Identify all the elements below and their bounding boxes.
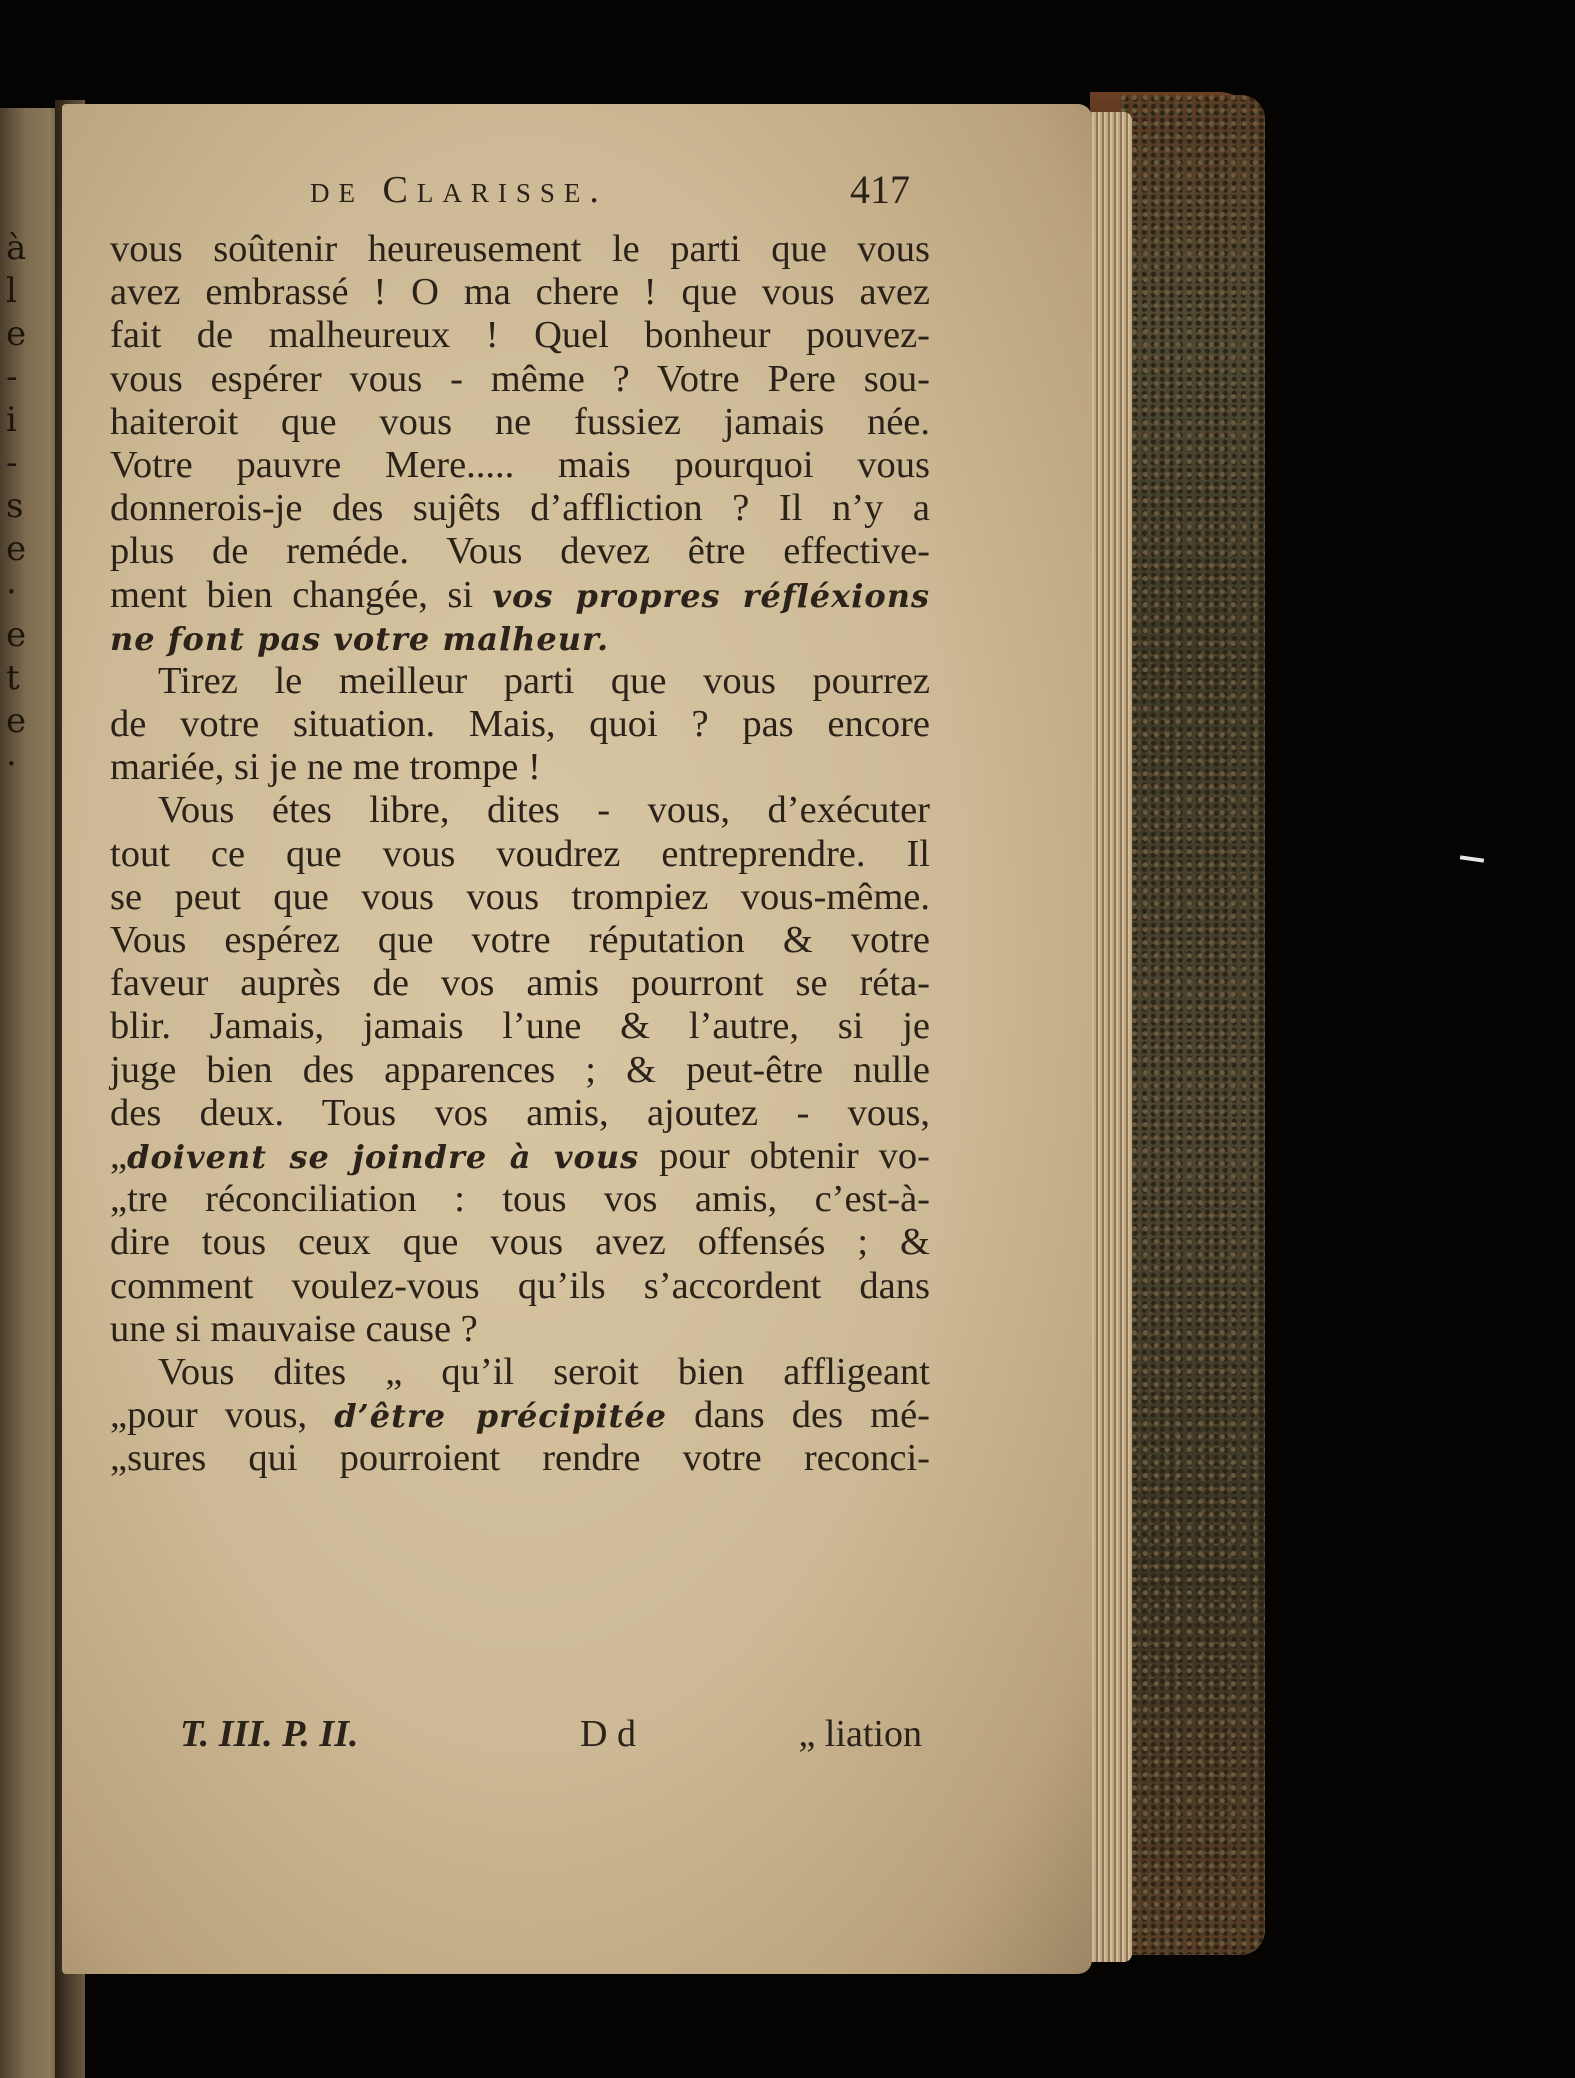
line-text: dans des mé- [666, 1394, 930, 1437]
text-line [110, 876, 930, 919]
stray-mark [1460, 855, 1484, 862]
text-line [110, 1351, 930, 1394]
line-text: des deux. Tous vos amis, ajoutez - vous, [110, 1091, 930, 1134]
text-line [110, 1437, 930, 1480]
line-text: haiteroit que vous ne fussiez jamais née. [110, 400, 930, 443]
sheet-mark: D d [580, 1713, 636, 1755]
line-text: comment voulez-vous qu’ils s’accordent dans [110, 1264, 930, 1307]
text-line [110, 1221, 930, 1264]
italic-phrase: vos propres réfléxions [492, 576, 930, 615]
line-text: „tre réconciliation : tous vos amis, c’est-à- [110, 1178, 930, 1221]
book-cover [1120, 95, 1265, 1955]
line-text: de votre situation. Mais, quoi ? pas encore [110, 703, 930, 746]
facing-page-char: t [6, 658, 20, 698]
text-line [110, 1265, 930, 1308]
page-number: 417 [850, 167, 910, 212]
text-line [110, 487, 930, 530]
line-text: tout ce que vous voudrez entreprendre. Il [110, 832, 930, 875]
facing-page-edge [0, 108, 62, 2078]
text-line [110, 1308, 930, 1351]
text-line [110, 1394, 930, 1437]
line-text: dire tous ceux que vous avez offensés ; & [110, 1221, 930, 1264]
italic-phrase: doivent se joindre à vous [127, 1137, 640, 1176]
text-line [110, 1135, 930, 1178]
line-text: ment bien changée, si [110, 573, 493, 616]
line-text: „ [110, 1134, 128, 1177]
text-line [110, 401, 930, 444]
facing-page-char: s [6, 486, 24, 526]
text-line [110, 1005, 930, 1048]
running-title: de Clarisse. [310, 169, 608, 211]
text-line [110, 919, 930, 962]
volume-signature: T. III. P. II. [180, 1713, 359, 1755]
text-line [110, 444, 930, 487]
facing-page-char: · [6, 572, 17, 612]
line-text: Tirez le meilleur parti que vous pourrez [158, 659, 930, 702]
page-header [242, 168, 922, 218]
line-text: Vous dites „ qu’il seroit bien affligeant [158, 1350, 930, 1393]
line-text: „sures qui pourroient rendre votre reconci- [110, 1437, 930, 1480]
text-line [110, 617, 930, 660]
facing-page-char: e [6, 314, 27, 354]
facing-page-char: à [6, 228, 27, 268]
line-text: Vous étes libre, dites - vous, d’exécuter [158, 789, 930, 832]
line-text: fait de malheureux ! Quel bonheur pouvez- [110, 314, 930, 357]
line-text: avez embrassé ! O ma chere ! que vous avez [110, 271, 930, 314]
line-text: „pour vous, [110, 1394, 335, 1437]
facing-page-char: e [6, 615, 27, 655]
catchword: „ liation [798, 1713, 922, 1755]
facing-page-char: · [6, 744, 17, 784]
line-text: vous soûtenir heureusement le parti que vous [110, 228, 930, 270]
text-line [110, 746, 930, 789]
text-line [110, 789, 930, 832]
page-footer [180, 1712, 930, 1762]
text-line [110, 660, 930, 703]
line-text: faveur auprès de vos amis pourront se réta- [110, 962, 930, 1005]
text-line [110, 228, 930, 271]
line-text: Votre pauvre Mere..... mais pourquoi vous [110, 443, 930, 486]
facing-page-char: - [6, 443, 18, 483]
text-line [110, 358, 930, 401]
body-text [110, 228, 930, 1480]
line-text: se peut que vous vous trompiez vous-même. [110, 875, 930, 918]
line-text: pour obtenir vo- [639, 1134, 930, 1177]
facing-page-char: l [6, 271, 17, 311]
text-line [110, 833, 930, 876]
line-text: une si mauvaise cause ? [110, 1307, 478, 1350]
line-text: mariée, si je ne me trompe ! [110, 746, 541, 789]
facing-page-char: e [6, 529, 27, 569]
italic-phrase: d’être précipitée [334, 1397, 667, 1436]
line-text: plus de reméde. Vous devez être effective- [110, 530, 930, 573]
line-text: vous espérer vous - même ? Votre Pere sou- [110, 357, 930, 400]
facing-page-char: - [6, 357, 18, 397]
facing-page-char: e [6, 701, 27, 741]
text-line [110, 574, 930, 617]
text-line [110, 314, 930, 357]
text-line [110, 530, 930, 573]
line-text: blir. Jamais, jamais l’une & l’autre, si je [110, 1005, 930, 1048]
line-text: juge bien des apparences ; & peut-être nulle [110, 1048, 930, 1091]
text-line [110, 271, 930, 314]
line-text: Vous espérez que votre réputation & votre [110, 919, 930, 961]
text-line [110, 1178, 930, 1221]
line-text: donnerois-je des sujêts d’affliction ? Il n’y a [110, 487, 930, 530]
text-line [110, 1092, 930, 1135]
text-line [110, 1049, 930, 1092]
facing-page-char: i [6, 400, 17, 440]
text-line [110, 962, 930, 1005]
text-line [110, 703, 930, 746]
italic-phrase: ne font pas votre malheur. [110, 619, 610, 658]
